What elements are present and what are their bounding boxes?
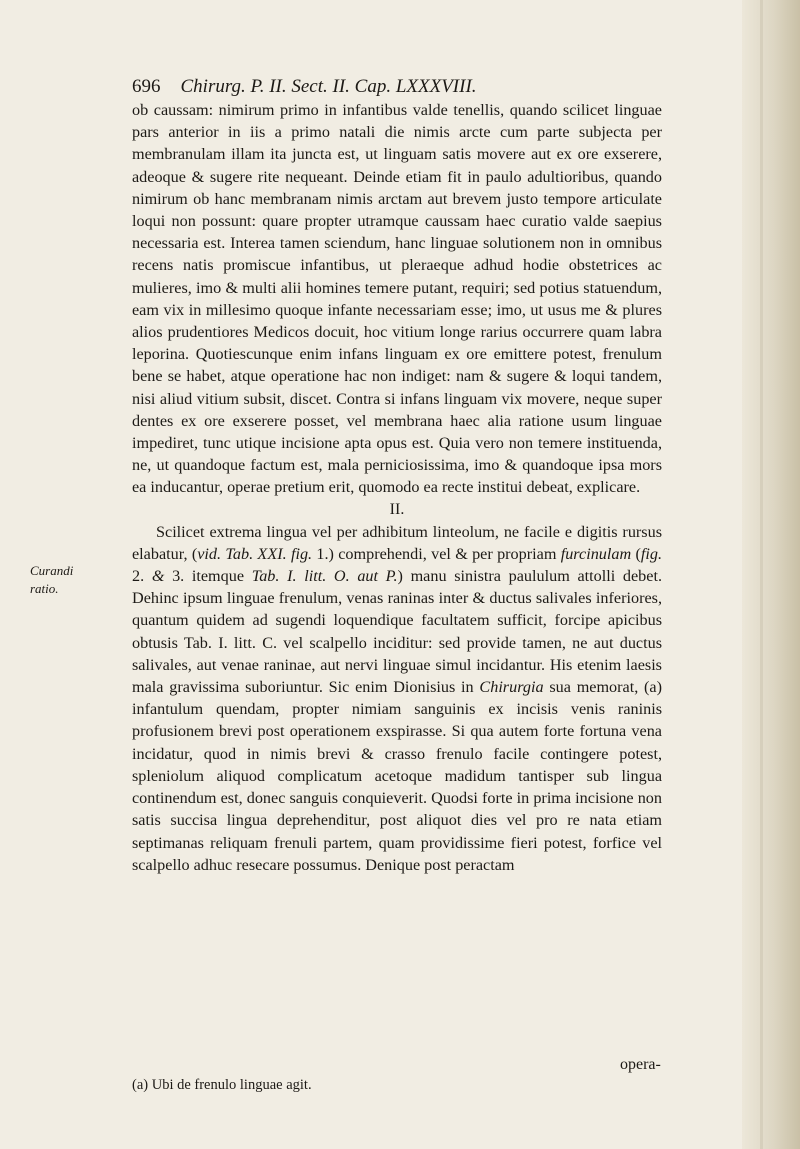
p2-text-5: 3. itemque (164, 567, 252, 586)
margin-note: Curandi ratio. (30, 563, 74, 596)
p2-text-7: sua memorat, (a) infantulum quendam, propter nimiam sanguinis ex incisis venis raninis profusionem brevi post operationem exspirasse. Si qua autem forte fortuna vena incidatur, quod in nimis brevi & crasso frenulo facile contingere potest, spleniolum aliquod complicatum acetoque madidum tantisper sub lingua continendum est, donec sanguis conquieverit. Quodsi forte in prima incisione non satis succisa lingua deprehenditur, post aliquot dies vel pro re nata etiam septimanas reliquam frenuli partem, quam providissime fieri potest, forfice vel scalpello adhuc resecare possumus. Denique post peractam (132, 678, 663, 874)
p2-text-1: Scilicet extrema lingua vel per adhibitum linteolum, ne facile e digitis rursus elabatur, ( (132, 522, 662, 563)
p2-ref-4: Tab. I. litt. O. aut P. (251, 567, 398, 586)
page-edge (742, 0, 800, 1149)
section-number: II. (389, 500, 405, 518)
paragraph-1: ob caussam: nimirum primo in infantibus valde tenellis, quando scilicet linguae pars anterior in iis a primo natali die nimis arcte cum parte subjecta per membranulam illam ita juncta est, ut linguam satis movere aut ex ore exserere, adeoque & sugere rite nequeant. Deinde etiam fit in paulo adultioribus, quando nimirum ob hanc membranam nimis arctam aut brevem justo tempore articulate loqui non possunt: quare propter utramque caussam haec curatio valde saepius necessaria est. Interea tamen sciendum, hanc linguae solutionem non in omnibus recens natis promiscue infantibus, ut pleraeque adhud hodie obstetrices ac mulieres, imo & multi alii homines temere putant, requiri; sed potius statuendum, eam vix in millesimo quoque infante necessariam esse; imo, ut usus me & plures alios prudentiores Medicos docuit, hoc vitium longe rarius occurrere quam labra leporina. Quotiescunque enim infans linguam ex ore emittere potest, frenulum bene se habet, atque operatione hac non indiget: nam & sugere & loqui tandem, nisi aliud vitium subsit, discet. Contra si infans linguam vix movere, neque super dentes ex ore exserere posset, vel membrana haec alia ratione usum linguae impediret, tunc utique incisione apta opus est. Quia vero non temere instituenda, ne, ut quandoque factum est, mala perniciosissima, imo & quandoque ipsa mors ea inducantur, operae pretium erit, quomodo ea recte institui debeat, explicare. (132, 101, 662, 497)
paragraph-2 (132, 521, 662, 876)
p2-text-2: 1.) comprehendi, vel & per propriam (312, 544, 561, 563)
p2-chirurgia: Chirurgia (479, 678, 544, 697)
page-number: 696 (132, 76, 161, 97)
body-text (132, 99, 662, 876)
p2-ref-3: & (151, 567, 165, 586)
p2-text-3: ( (631, 544, 641, 563)
p2-furcinulam: furcinulam (560, 544, 632, 563)
footnote: (a) Ubi de frenulo linguae agit. (132, 1077, 312, 1093)
p2-text-4: 2. (132, 567, 152, 586)
p2-text-6: ) manu sinistra paululum attolli debet. Dehinc ipsum linguae frenulum, venas raninas inter & ductus salivales inferiores, quantum quidem ad sugendi loquendique facultatem sufficit, forcipe apicibus obtusis Tab. I. litt. C. vel scalpello inciditur: sed provide tamen, ne aut ductus salivales, aut venae raninae, aut nervi linguae simul incidantur. His etenim laesis mala gravissima suboriuntur. Sic enim Dionisius in (132, 567, 662, 697)
running-title: Chirurg. P. II. Sect. II. Cap. LXXXVIII. (180, 76, 477, 97)
p2-ref-2: fig. (640, 544, 663, 563)
p2-ref-1: vid. Tab. XXI. fig. (197, 544, 313, 563)
catchword: opera- (620, 1056, 661, 1073)
